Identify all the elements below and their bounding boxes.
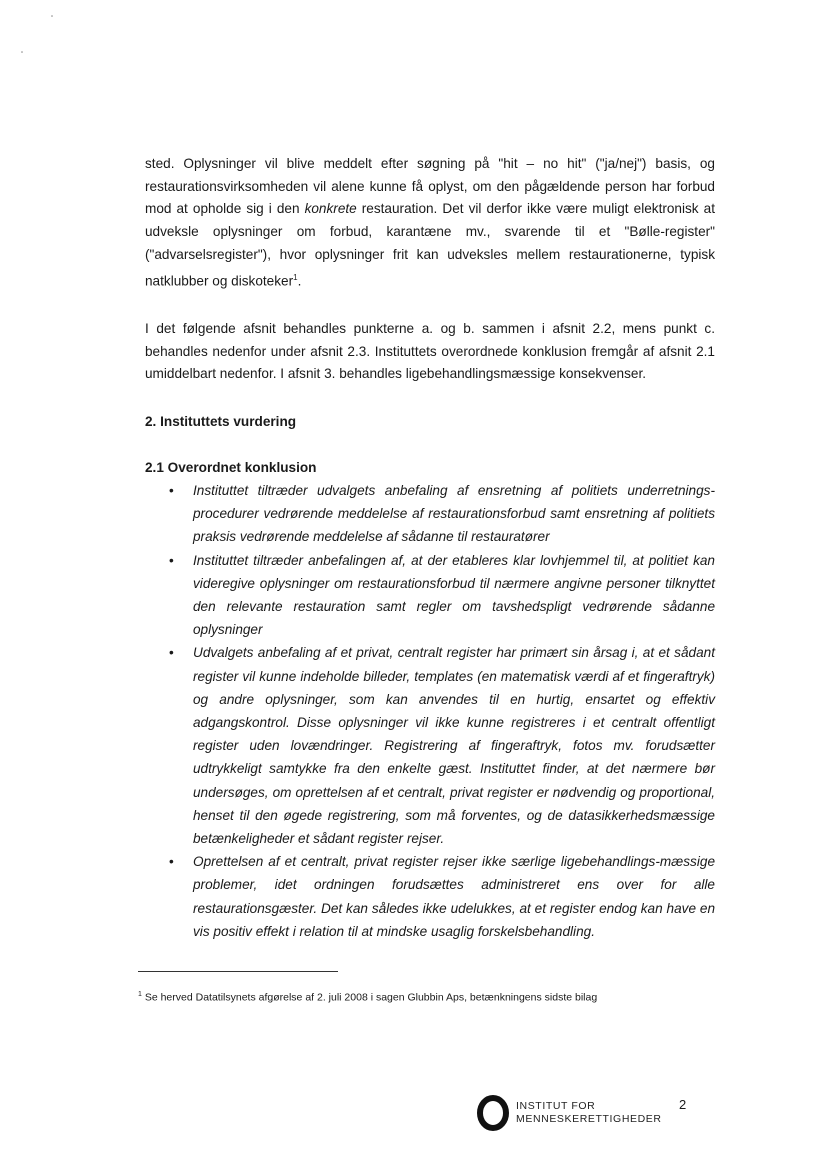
bullet-icon: • [169,645,174,661]
paragraph-2: I det følgende afsnit behandles punkterne a. og b. sammen i afsnit 2.2, mens punkt c. behandles nedenfor under afsnit 2.3. Instituttets overordnede konklusion fremgår af afsnit 2.1 umiddelbart nedenfor. I afsnit 3. behandles ligebehandlingsmæssige konsekvenser. [145,321,715,382]
list-item-text: Udvalgets anbefaling af et privat, centralt register har primært sin årsag i, at et sådant register vil kunne indeholde billeder, templates (en matematisk værdi af et fingeraftryk) og andre oplysninger, som kan anvendes til en hurtig, ensartet og effektiv adgangskontrol. Disse oplysninger vil ikke kunne registreres i et centralt offentligt register uden lovændringer. Registrering af fingeraftryk, fotos mv. forudsætter udtrykkeligt samtykke fra den enkelte gæst. Instituttet finder, at det nærmere bør undersøges, om oprettelsen af et centralt, privat register er nødvendig og proportional, henset til den øgede registrering, som må forventes, og de datasikkerhedsmæssige betænkeligheder et sådant register rejser. [193,645,715,847]
bullet-icon: • [169,552,174,568]
list-item-text: Instituttet tiltræder udvalgets anbefaling af ensretning af politiets underretnings-procedurer vedrørende meddelelse af restaurationsforbud samt ensretning af politiets praksis vedrørende meddelelse af sådanne til restauratører [193,483,715,545]
conclusion-list [145,479,715,943]
list-item [145,850,715,943]
footnote-text: Se herved Datatilsynets afgørelse af 2. juli 2008 i sagen Glubbin Aps, betænkningens sidste bilag [141,991,598,1004]
logo-line-1: INSTITUT FOR [516,1100,596,1112]
footnote [138,988,597,1005]
heading-section-2: 2. Instituttets vurdering [145,414,297,429]
scan-specks [0,0,826,80]
logo-line-2: MENNESKERETTIGHEDER [516,1113,662,1125]
ring-logo-icon [476,1094,510,1132]
bullet-icon: • [169,854,174,870]
list-item-text: Oprettelsen af et centralt, privat register rejser ikke særlige ligebehandlings-mæssige problemer, idet ordningen forudsættes administreret ens over for alle restaurationsgæster. Det kan således ikke udelukkes, at et register endog kan have en vis positiv effekt i relation til at mindske usaglig forskelsbehandling. [193,854,715,939]
footnote-reference: 1 [293,272,298,282]
bullet-icon: • [169,483,174,498]
paragraph-1-end: . [297,273,302,289]
paragraph-1 [145,153,715,293]
paragraph-1-emphasis: konkrete [304,201,357,217]
list-item [145,641,715,850]
paragraph-1-text: sted. Oplysninger vil blive meddelt efter søgning på "hit – no hit" ("ja/nej") basis, og restaurationsvirksomheden vil alene kunne få oplyst, om den pågældende person har forbud mod at opholde sig i den [145,156,715,217]
list-item-text: Instituttet tiltræder anbefalingen af, at der etableres klar lovhjemmel til, at politiet kan videregive oplysninger om restaurationsforbud til nærmere angivne personer tilknyttet den relevante restauration samt regler om tavshedspligt vedrørende sådanne oplysninger [193,552,715,638]
footnote-marker: 1 [138,991,142,998]
paragraph-1-text-cont: restauration. Det vil derfor ikke være muligt elektronisk at udveksle oplysninger om forbud, karantæne mv., svarende til et "Bølle-register" ("advarselsregister"), hvor oplysninger frit kan udveksles mellem restaurationerne, typisk natklubber og diskoteker [145,201,715,289]
list-item [145,479,715,549]
heading-section-2-1: 2.1 Overordnet konklusion [145,460,317,475]
footnote-divider [138,971,338,972]
page-number: 2 [679,1097,687,1112]
institute-logo [476,1094,662,1132]
list-item [145,549,715,642]
logo-text [516,1100,662,1126]
